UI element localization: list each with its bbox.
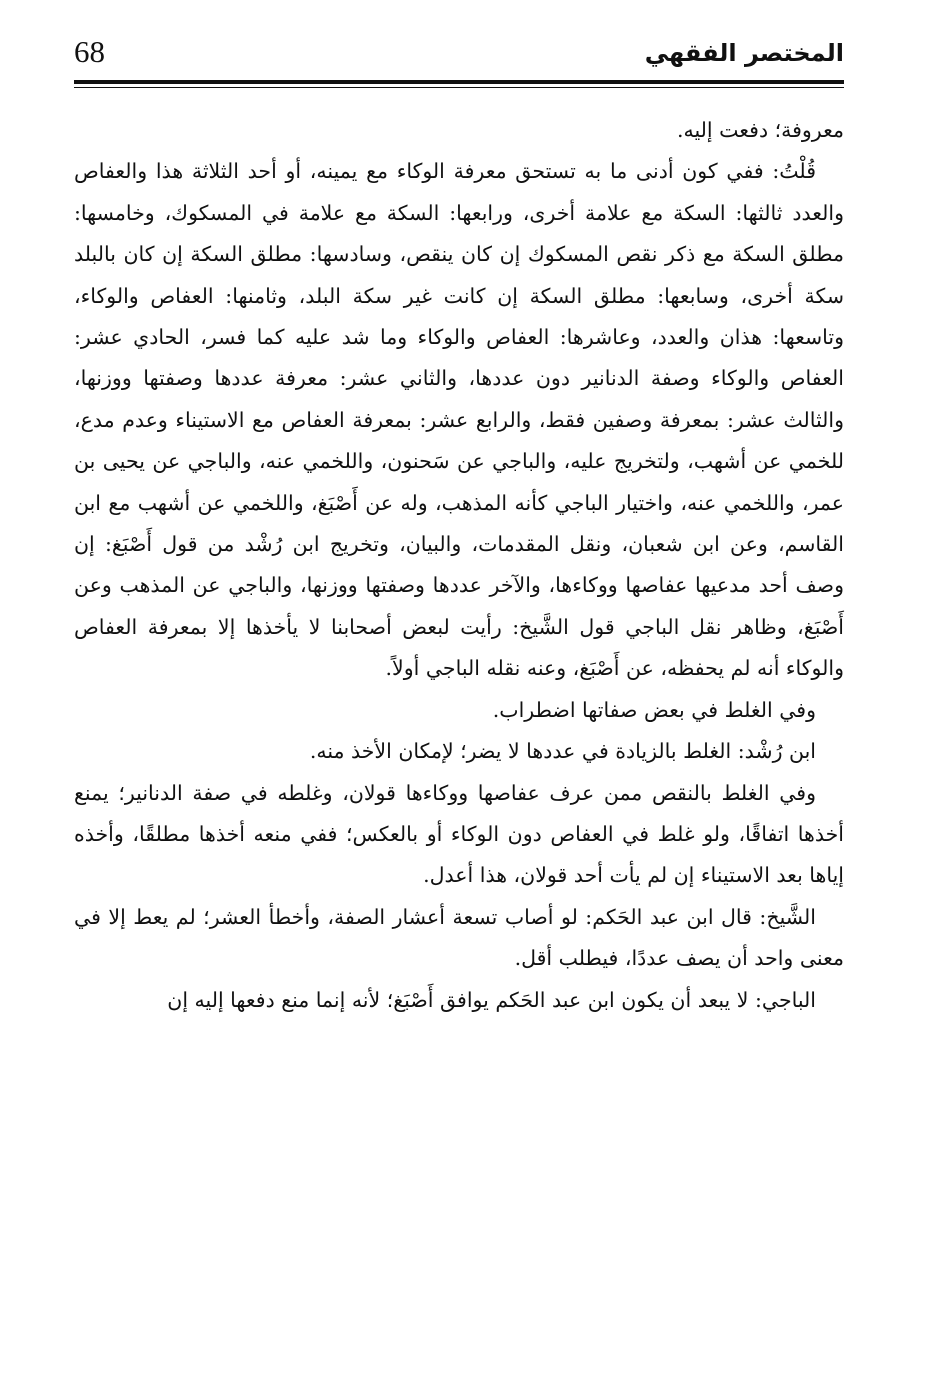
paragraph-7: الباجي: لا يبعد أن يكون ابن عبد الحَكم يوافق أَصْبَغ؛ لأنه إنما منع دفعها إليه إن — [167, 987, 816, 1012]
page-header — [74, 32, 844, 80]
paragraph-1: معروفة؛ دفعت إليه. — [676, 118, 844, 142]
paragraph-4: ابن رُشْد: الغلط بالزيادة في عددها لا يضر؛ لإمكان الأخذ منه. — [309, 739, 816, 764]
body-text — [74, 110, 844, 1021]
header-rule-thick — [74, 80, 844, 84]
running-title: المختصر الفقهي — [644, 39, 844, 67]
paragraph-6: الشَّيخ: قال ابن عبد الحَكم: لو أصاب تسعة أعشار الصفة، وأخطأ العشر؛ لم يعط إلا في معنى واحد أن يصف عددًا، فيطلب أقل. — [74, 904, 844, 971]
paragraph-3: وفي الغلط في بعض صفاتها اضطراب. — [492, 697, 816, 722]
paragraph-2: قُلْتُ: ففي كون أدنى ما به تستحق معرفة الوكاء مع يمينه، أو أحد الثلاثة هذا والعفاص والعدد ثالثها: السكة مع علامة أخرى، ورابعها: السكة مع علامة في المسكوك، وخامسها: مطلق السكة مع ذكر نقص المسكوك إن كان ينقص، وسادسها: مطلق السكة إن كان بالبلد سكة أخرى، وسابعها: مطلق السكة إن كانت غير سكة البلد، وثامنها: العفاص والوكاء، وتاسعها: هذان والعدد، وعاشرها: العفاص والوكاء وما شد عليه كما فسر، الحادي عشر: العفاص والوكاء وصفة الدنانير دون عددها، والثاني عشر: معرفة عددها وصفتها ووزنها، والثالث عشر: بمعرفة وصفين فقط، والرابع عشر: بمعرفة العفاص مع الاستيناء وعدم مدع، للخمي عن أشهب، ولتخريج عليه، والباجي عن سَحنون، واللخمي عنه، والباجي عن يحيى بن عمر، واللخمي عنه، واختيار الباجي كأنه المذهب، وله عن أَصْبَغ، واللخمي عن أشهب مع ابن القاسم، وعن ابن شعبان، ونقل المقدمات، والبيان، وتخريج ابن رُشْد من قول أَصْبَغ: إن وصف أحد مدعيها عفاصها ووكاءها، والآخر عددها وصفتها ووزنها، والباجي عن المذهب وعن أَصْبَغ، وظاهر نقل الباجي قول الشَّيخ: رأيت لبعض أصحابنا لا يأخذها إلا بمعرفة العفاص والوكاء أنه لم يحفظه، عن أَصْبَغ، وعنه نقله الباجي أولاً. — [74, 159, 844, 681]
header-rule-thin — [74, 87, 844, 88]
paragraph-5: وفي الغلط بالنقص ممن عرف عفاصها ووكاءها قولان، وغلطه في صفة الدنانير؛ يمنع أخذها اتفاقًا، ولو غلط في العفاص دون الوكاء أو بالعكس؛ ففي منعه أخذها مطلقًا، وأخذه إياها بعد الاستيناء إن لم يأت أحد قولان، هذا أعدل. — [74, 780, 844, 888]
page-number: 68 — [74, 34, 105, 69]
